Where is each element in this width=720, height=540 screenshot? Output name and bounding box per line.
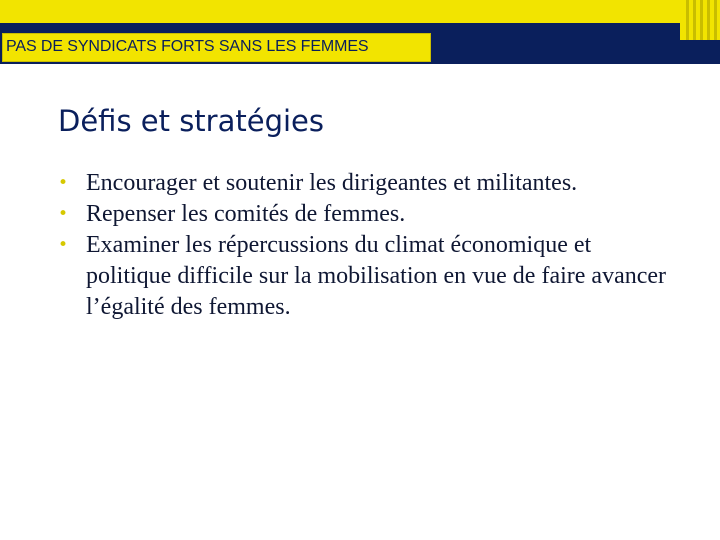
bullet-item bbox=[58, 168, 678, 199]
banner-title: PAS DE SYNDICATS FORTS SANS LES FEMMES bbox=[6, 38, 369, 55]
bullet-item bbox=[58, 199, 678, 230]
bullet-item bbox=[58, 230, 678, 323]
banner-stripes-graphic bbox=[680, 0, 720, 40]
banner-yellow-strip bbox=[0, 0, 720, 23]
bullet-text: Repenser les comités de femmes. bbox=[86, 201, 406, 227]
bullet-dot-icon: • bbox=[58, 173, 69, 193]
slide-title: Défis et stratégies bbox=[58, 104, 324, 138]
bullet-list bbox=[58, 168, 678, 323]
bullet-dot-icon: • bbox=[58, 204, 69, 224]
bullet-text: Examiner les répercussions du climat économique et politique difficile sur la mobilisation en vue de faire avancer l’égalité des femmes. bbox=[86, 232, 667, 320]
bullet-dot-icon: • bbox=[58, 235, 69, 255]
bullet-text: Encourager et soutenir les dirigeantes et militantes. bbox=[86, 170, 578, 196]
